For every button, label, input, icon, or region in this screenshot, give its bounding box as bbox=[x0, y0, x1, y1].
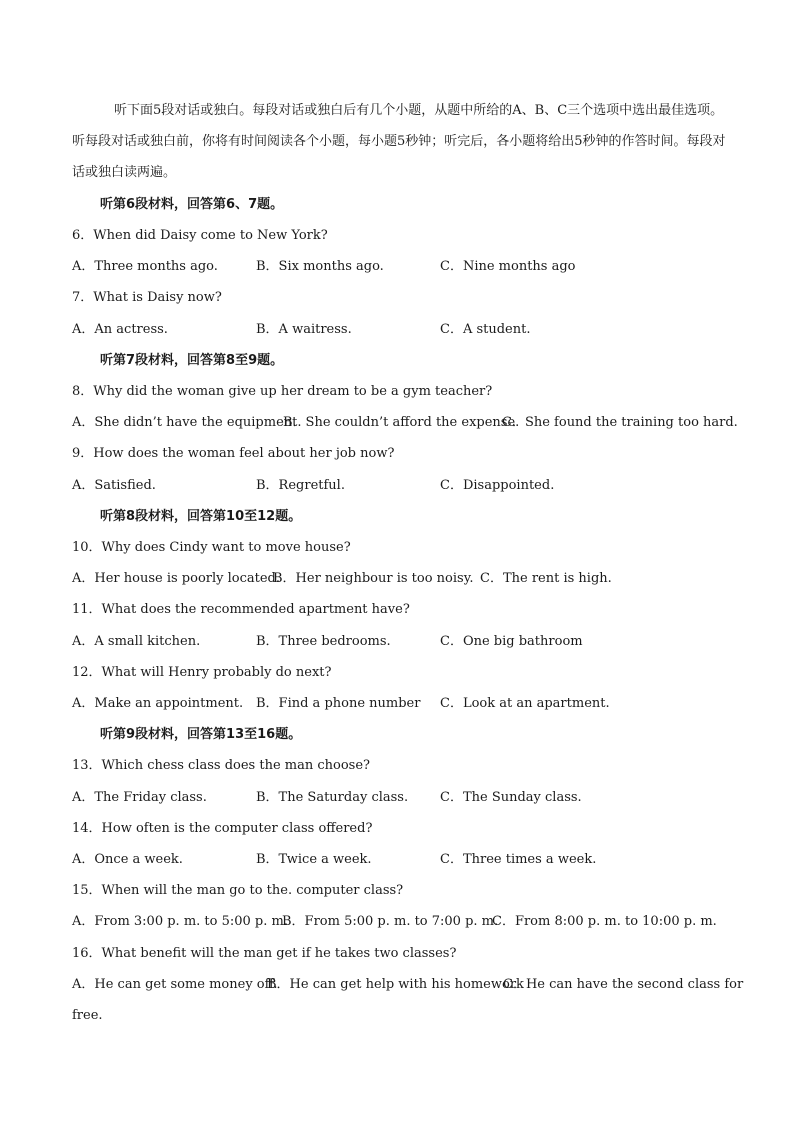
question-text: 7．What is Daisy now? bbox=[72, 290, 222, 305]
question-text: 10．Why does Cindy want to move house? bbox=[72, 540, 351, 555]
option-a: A．She didn’t have the equipment. bbox=[72, 415, 302, 430]
question-text: 16．What benefit will the man get if he takes two classes? bbox=[72, 946, 457, 961]
option-b: B．She couldn’t afford the expense. bbox=[283, 415, 520, 430]
section-heading: 听第6段材料，回答第6、7题。 bbox=[100, 197, 284, 212]
section-heading: 听第8段材料，回答第10至12题。 bbox=[100, 509, 302, 524]
option-b: B．Three bedrooms. bbox=[256, 634, 391, 649]
option-a: A．He can get some money off. bbox=[72, 977, 278, 992]
option-a: A．From 3:00 p. m. to 5:00 p. m. bbox=[72, 914, 288, 929]
option-c: C．She found the training too hard. bbox=[502, 415, 738, 430]
option-a: A．Make an appointment. bbox=[72, 696, 244, 711]
option-a: A．Three months ago. bbox=[72, 259, 218, 274]
option-c: C．Look at an apartment. bbox=[440, 696, 610, 711]
option-b: B．Find a phone number bbox=[256, 696, 421, 711]
option-b: B．Her neighbour is too noisy. bbox=[273, 571, 474, 586]
option-b: B．He can get help with his homework bbox=[267, 977, 524, 992]
section-heading: 听第9段材料，回答第13至16题。 bbox=[100, 727, 302, 742]
option-b: B．The Saturday class. bbox=[256, 790, 409, 805]
option-b: B．Twice a week. bbox=[256, 852, 372, 867]
option-b: B．Regretful. bbox=[256, 478, 345, 493]
option-c: C．He can have the second class for bbox=[503, 977, 744, 992]
option-b: B．Six months ago. bbox=[256, 259, 384, 274]
question-text: 8．Why did the woman give up her dream to be a gym teacher? bbox=[72, 384, 493, 399]
option-c: C．Nine months ago bbox=[440, 259, 576, 274]
option-c: C．A student. bbox=[440, 322, 531, 337]
option-c: C．Disappointed. bbox=[440, 478, 555, 493]
option-a: A．Once a week. bbox=[72, 852, 183, 867]
question-text: 15．When will the man go to the. computer class? bbox=[72, 883, 404, 898]
option-a: A．A small kitchen. bbox=[72, 634, 201, 649]
question-text: 6．When did Daisy come to New York? bbox=[72, 228, 328, 243]
question-text: 12．What will Henry probably do next? bbox=[72, 665, 332, 680]
instructions-paragraph: 听下面5段对话或独白。每段对话或独白后有几个小题，从题中所给的A、B、C三个选项中选出最佳选项。听每段对话或独白前，你将有时间阅读各个小题，每小题5秒钟；听完后，各小题将给出5秒钟的作答时间。每段对话或独白读两遍。 bbox=[72, 103, 726, 180]
question-text: 11．What does the recommended apartment have? bbox=[72, 602, 410, 617]
option-c: C．The rent is high. bbox=[480, 571, 612, 586]
question-text: 13．Which chess class does the man choose? bbox=[72, 758, 370, 773]
question-text: 9．How does the woman feel about her job now? bbox=[72, 446, 395, 461]
section-heading: 听第7段材料，回答第8至9题。 bbox=[100, 353, 284, 368]
option-a: A．Satisfied. bbox=[72, 478, 156, 493]
option-c: C．Three times a week. bbox=[440, 852, 597, 867]
option-a: A．Her house is poorly located. bbox=[72, 571, 281, 586]
option-a: A．The Friday class. bbox=[72, 790, 207, 805]
option-b: B．From 5:00 p. m. to 7:00 p. m. bbox=[282, 914, 499, 929]
option-c: C．From 8:00 p. m. to 10:00 p. m. bbox=[492, 914, 717, 929]
option-b: B．A waitress. bbox=[256, 322, 352, 337]
option-c: C．The Sunday class. bbox=[440, 790, 582, 805]
option-continuation: free. bbox=[72, 1008, 103, 1023]
option-a: A．An actress. bbox=[72, 322, 168, 337]
question-text: 14．How often is the computer class offered? bbox=[72, 821, 373, 836]
option-c: C．One big bathroom bbox=[440, 634, 583, 649]
